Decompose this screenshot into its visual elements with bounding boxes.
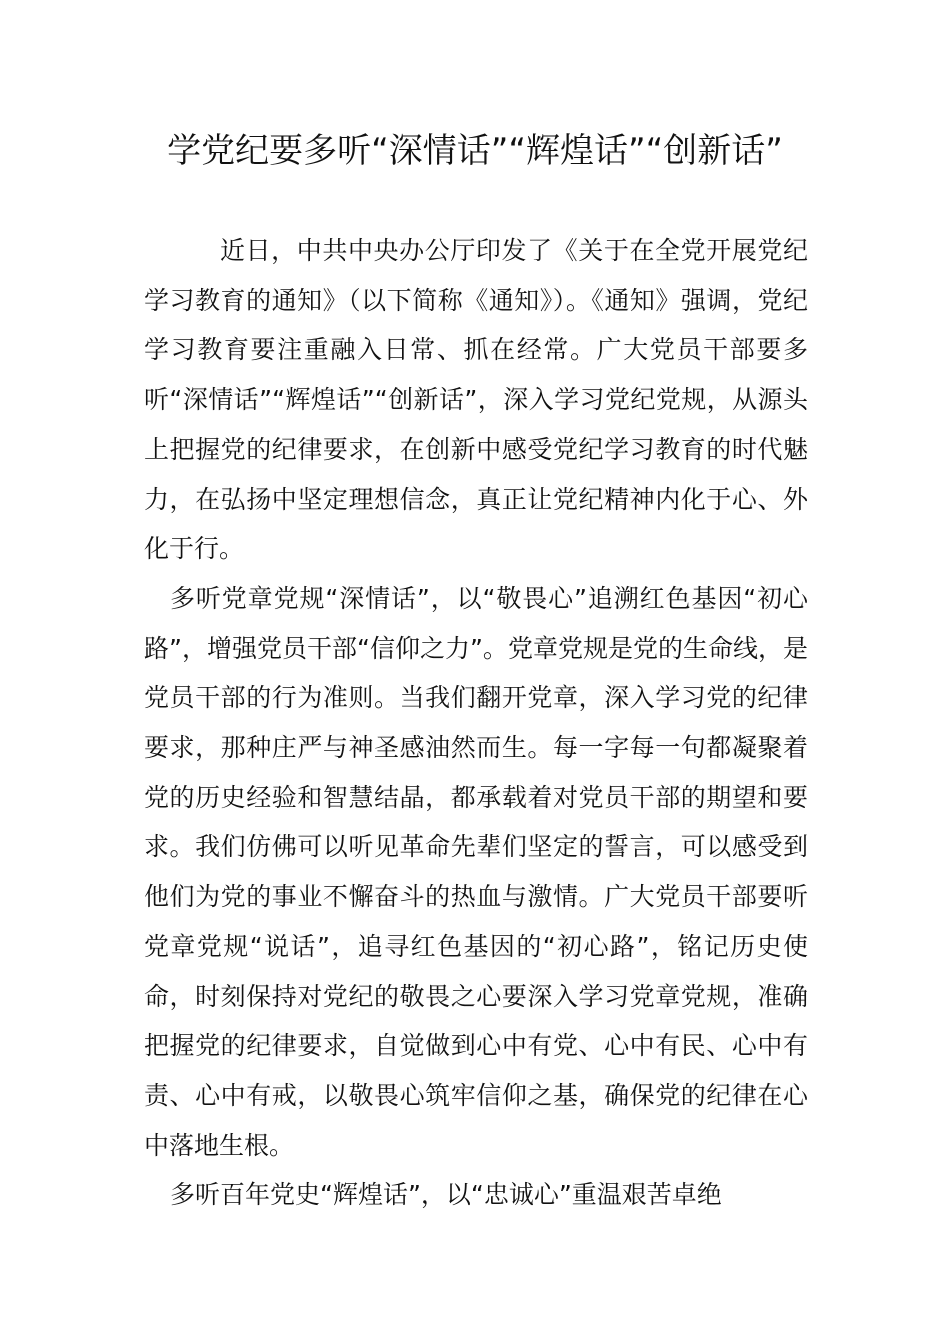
paragraph-intro: 近日，中共中央办公厅印发了《关于在全党开展党纪学习教育的通知》（以下简称《通知》）。《通知》强调，党纪学习教育要注重融入日常、抓在经常。广大党员干部要多听“深情话”“辉煌话”“创新话”，深入学习党纪党规，从源头上把握党的纪律要求，在创新中感受党纪学习教育的时代魅力，在弘扬中坚定理想信念，真正让党纪精神内化于心、外化于行。 (144, 236, 808, 564)
document-body (144, 226, 808, 1220)
document-title: 学党纪要多听“深情话”“辉煌话”“创新话” (167, 131, 783, 171)
paragraph-party-constitution: 多听党章党规“深情话”，以“敬畏心”追溯红色基因“初心路”，增强党员干部“信仰之力”。党章党规是党的生命线，是党员干部的行为准则。当我们翻开党章，深入学习党的纪律要求，那种庄严与神圣感油然而生。每一字每一句都凝聚着党的历史经验和智慧结晶，都承载着对党员干部的期望和要求。我们仿佛可以听见革命先辈们坚定的誓言，可以感受到他们为党的事业不懈奋斗的热血与激情。广大党员干部要听党章党规“说话”，追寻红色基因的“初心路”，铭记历史使命，时刻保持对党纪的敬畏之心要深入学习党章党规，准确把握党的纪律要求，自觉做到心中有党、心中有民、心中有责、心中有戒，以敬畏心筑牢信仰之基，确保党的纪律在心中落地生根。 (144, 583, 808, 1160)
paragraph-party-history: 多听百年党史“辉煌话”，以“忠诚心”重温艰苦卓绝 (170, 1180, 722, 1210)
